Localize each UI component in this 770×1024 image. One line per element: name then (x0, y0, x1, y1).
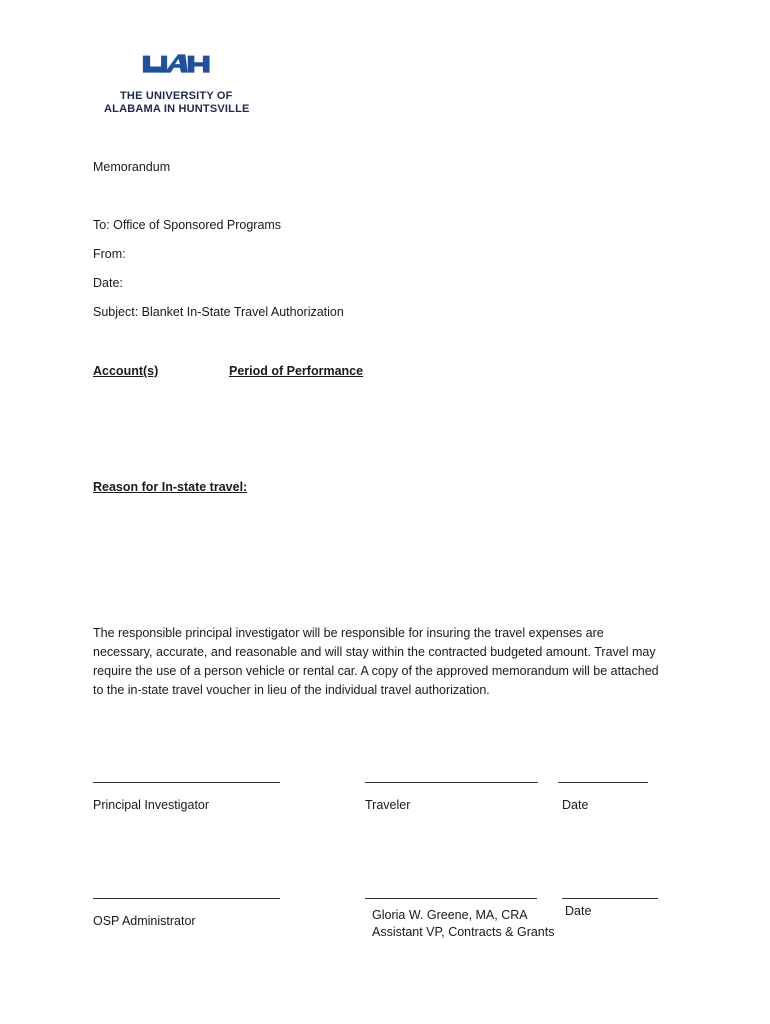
osp-signature-line (93, 898, 280, 899)
date-label-1: Date (562, 798, 589, 812)
osp-label: OSP Administrator (93, 914, 196, 928)
pi-signature-line (93, 782, 280, 783)
date-line-2 (562, 898, 658, 899)
memo-date: Date: (93, 276, 123, 290)
logo-line-2: ALABAMA IN HUNTSVILLE (104, 103, 250, 115)
reason-label: Reason for In-state travel: (93, 480, 248, 494)
uah-logo (100, 52, 250, 92)
signer-signature-line (365, 898, 537, 899)
signer-name: Gloria W. Greene, MA, CRA (372, 908, 528, 922)
memo-title: Memorandum (93, 160, 171, 174)
traveler-signature-line (365, 782, 538, 783)
accounts-label: Account(s) (93, 364, 159, 378)
memo-from: From: (93, 247, 126, 261)
statement-paragraph: The responsible principal investigator will be responsible for insuring the travel expenses are necessary, accurate, and reasonable and will stay within the contracted budgeted amount. Travel may require the use of a person vehicle or rental car. A copy of the approved memorandum will be attached to the in-state travel voucher in lieu of the individual travel authorization. (93, 626, 659, 697)
date-label-2: Date (565, 904, 592, 918)
period-label: Period of Performance (229, 364, 364, 378)
pi-label: Principal Investigator (93, 798, 210, 812)
signer-title: Assistant VP, Contracts & Grants (372, 925, 555, 939)
memo-subject: Subject: Blanket In-State Travel Authorization (93, 305, 344, 319)
memo-to: To: Office of Sponsored Programs (93, 218, 282, 232)
traveler-label: Traveler (365, 798, 411, 812)
date-line-1 (558, 782, 648, 783)
logo-line-1: THE UNIVERSITY OF (120, 90, 233, 102)
